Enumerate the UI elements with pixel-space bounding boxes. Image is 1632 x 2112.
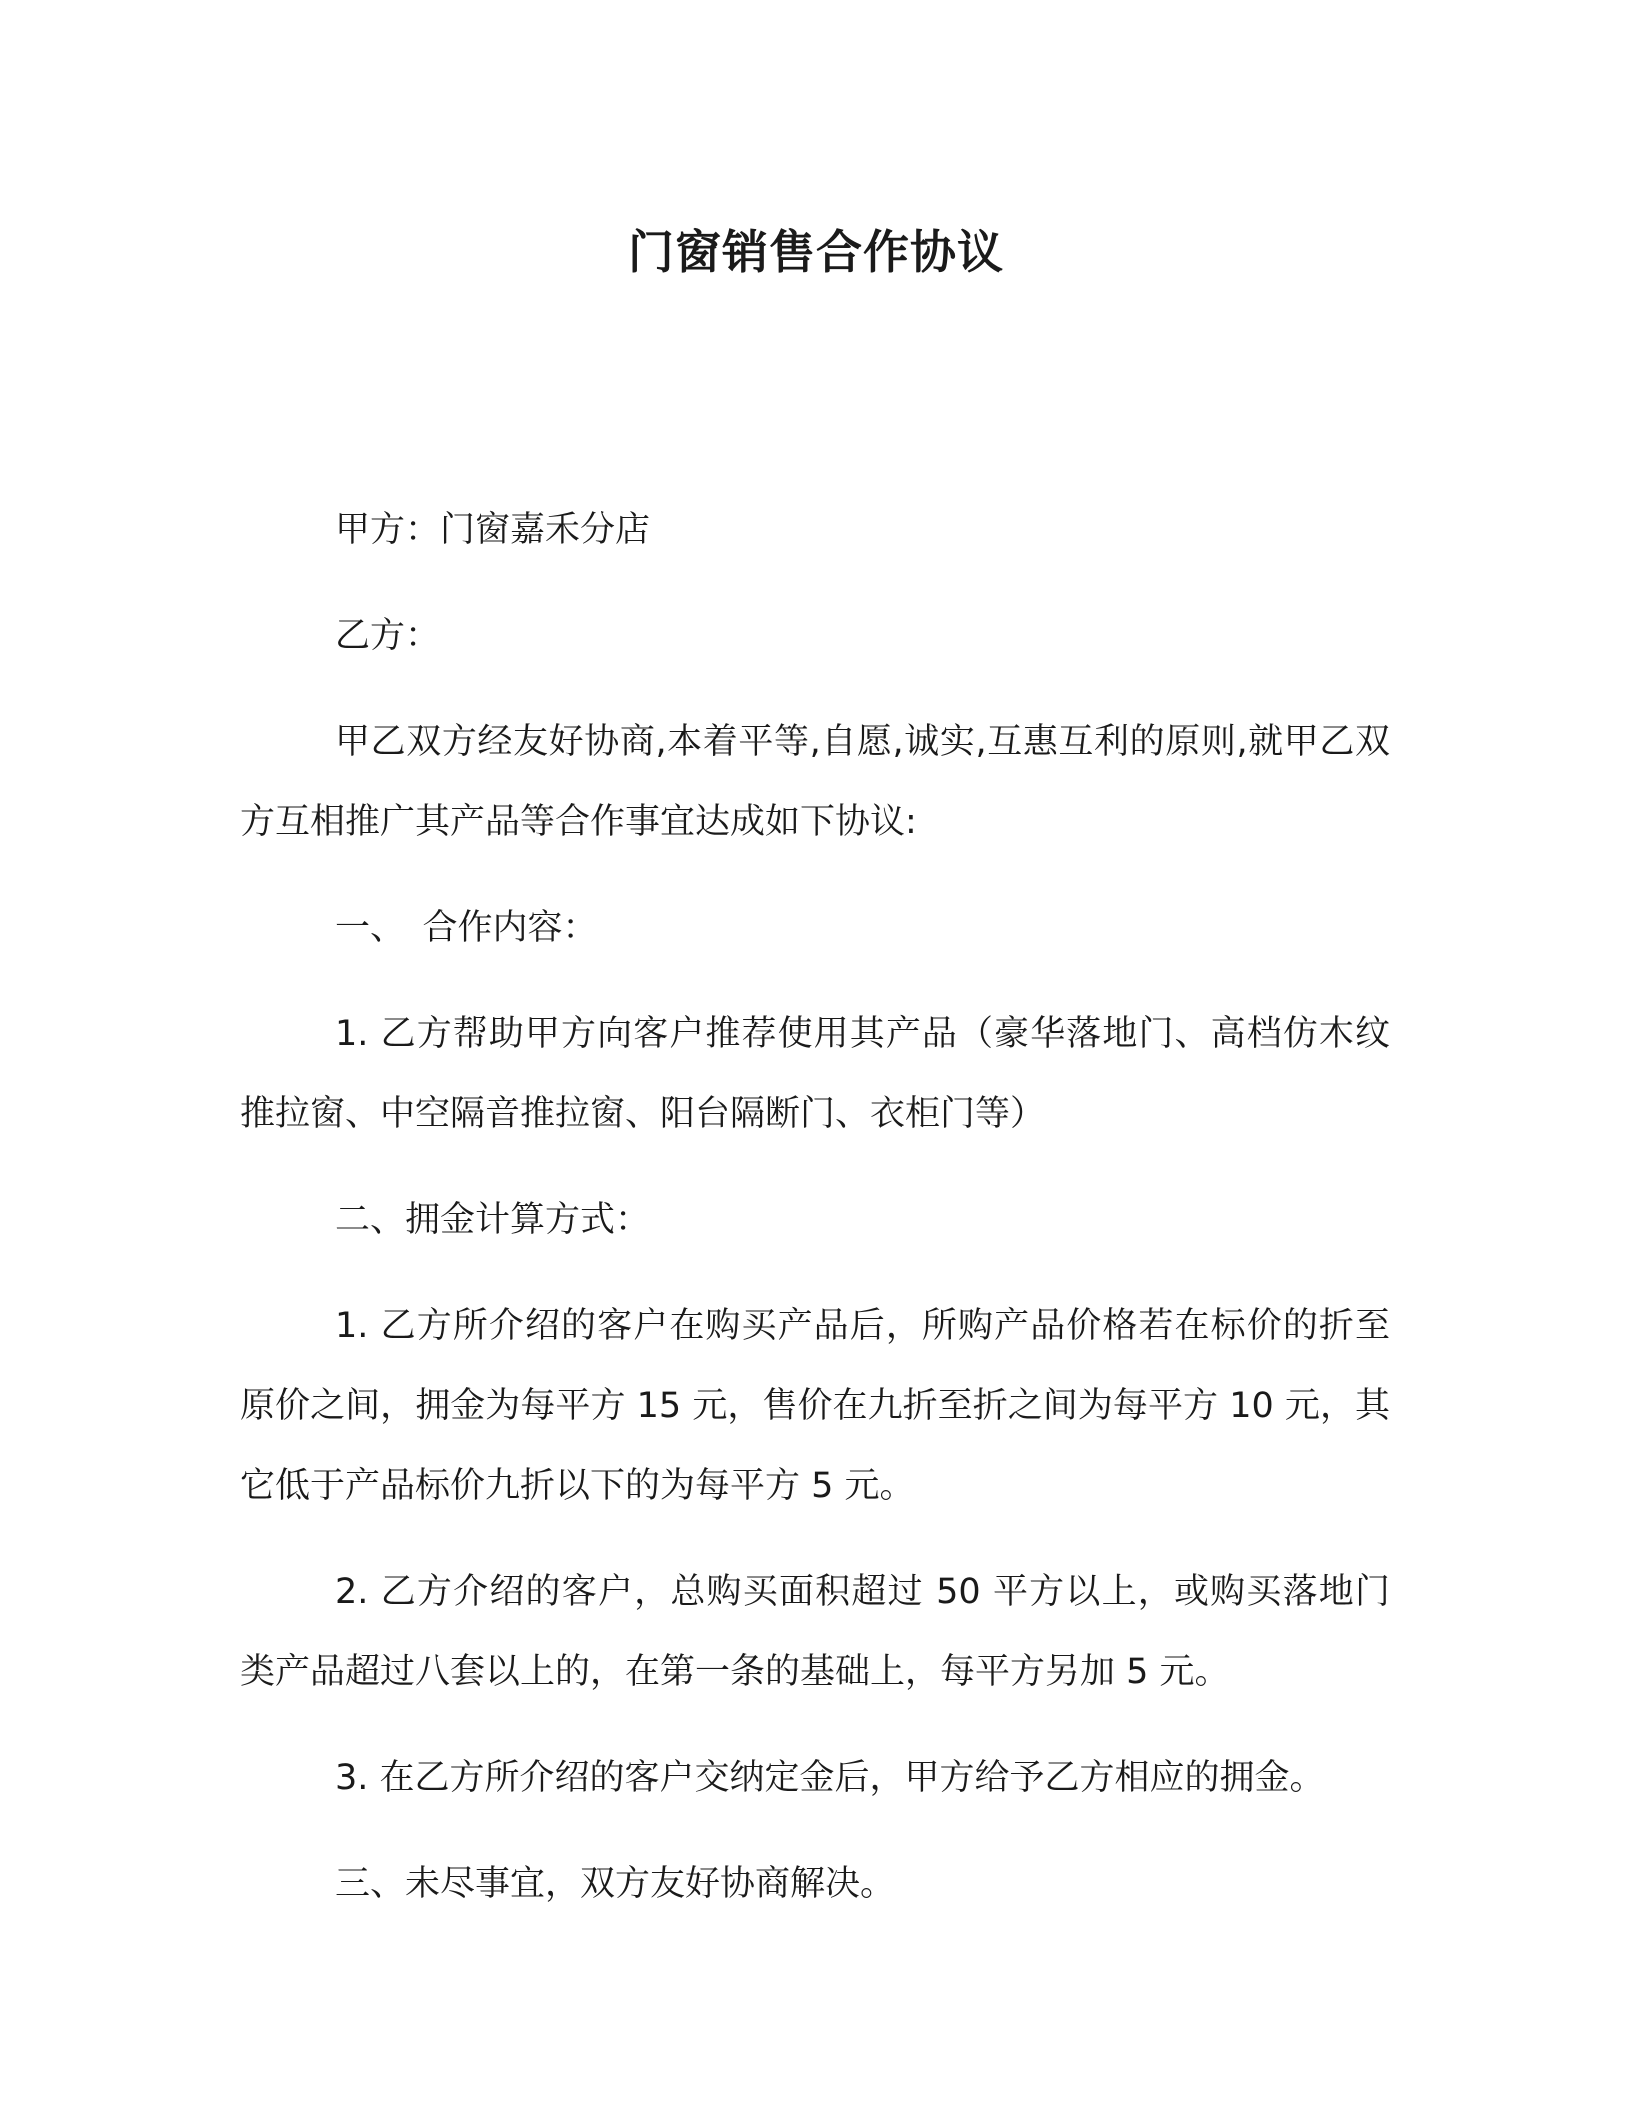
commission-item-2: 2. 乙方介绍的客户，总购买面积超过 50 平方以上，或购买落地门类产品超过八套以上的，在第一条的基础上，每平方另加 5 元。 [240,1572,1390,1692]
section-heading-other-matters: 三、未尽事宜，双方友好协商解决。 [335,1864,896,1904]
party-b-line: 乙方： [335,616,441,656]
party-a-line: 甲方：门窗嘉禾分店 [335,510,651,550]
cooperation-item-1: 1. 乙方帮助甲方向客户推荐使用其产品（豪华落地门、高档仿木纹推拉窗、中空隔音推拉窗、阳台隔断门、衣柜门等） [240,1014,1390,1134]
commission-item-1: 1. 乙方所介绍的客户在购买产品后，所购产品价格若在标价的折至原价之间，拥金为每平方 15 元，售价在九折至折之间为每平方 10 元，其它低于产品标价九折以下的为每平方 5 元。 [240,1306,1390,1506]
section-heading-commission: 二、拥金计算方式： [335,1200,651,1240]
document-title: 门窗销售合作协议 [628,225,1004,279]
document-body [240,490,1390,1950]
commission-item-3: 3. 在乙方所介绍的客户交纳定金后，甲方给予乙方相应的拥金。 [335,1758,1325,1798]
preamble-paragraph: 甲乙双方经友好协商,本着平等,自愿,诚实,互惠互利的原则,就甲乙双方互相推广其产品等合作事宜达成如下协议: [240,722,1390,842]
section-heading-cooperation: 一、 合作内容： [335,908,598,948]
